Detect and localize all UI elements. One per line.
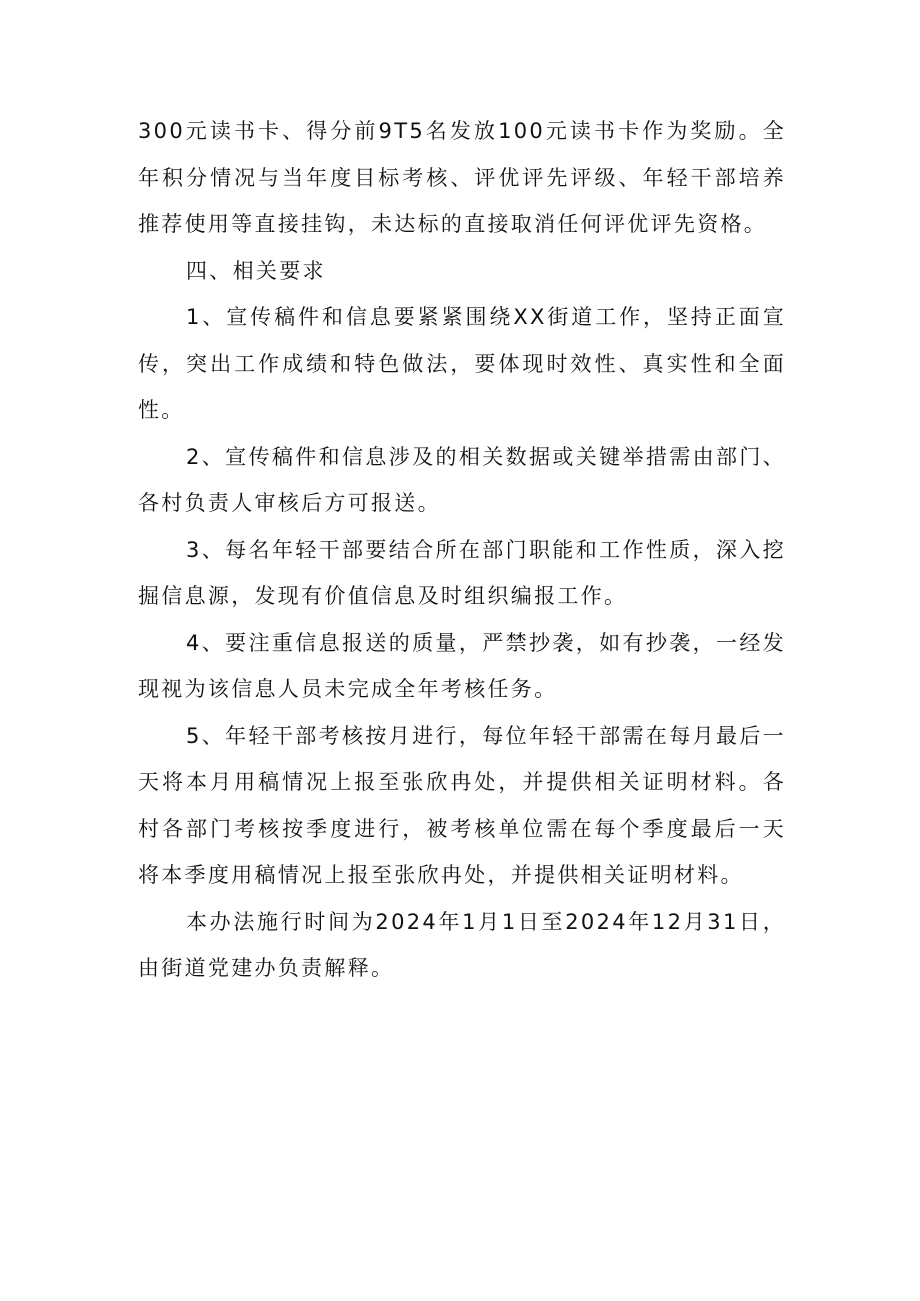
requirement-item-5: 5、年轻干部考核按月进行，每位年轻干部需在每月最后一天将本月用稿情况上报至张欣冉处，并提供相关证明材料。各村各部门考核按季度进行，被考核单位需在每个季度最后一天将本季度用稿情况上报至张欣冉处，并提供相关证明材料。 (138, 723, 786, 887)
requirement-item-1: 1、宣传稿件和信息要紧紧围绕XX街道工作，坚持正面宣传，突出工作成绩和特色做法，要体现时效性、真实性和全面性。 (138, 305, 786, 422)
section-heading-requirements: 四、相关要求 (186, 258, 326, 283)
requirement-item-3: 3、每名年轻干部要结合所在部门职能和工作性质，深入挖掘信息源，发现有价值信息及时组织编报工作。 (138, 537, 786, 608)
requirement-item-2: 2、宣传稿件和信息涉及的相关数据或关键举措需由部门、各村负责人审核后方可报送。 (138, 444, 786, 515)
paragraph-continuation: 300元读书卡、得分前9T5名发放100元读书卡作为奖励。全年积分情况与当年度目标考核、评优评先评级、年轻干部培养推荐使用等直接挂钩，未达标的直接取消任何评优评先资格。 (138, 119, 786, 236)
document-body (138, 108, 786, 992)
effective-period-paragraph: 本办法施行时间为2024年1月1日至2024年12月31日，由街道党建办负责解释。 (138, 909, 786, 980)
requirement-item-4: 4、要注重信息报送的质量，严禁抄袭，如有抄袭，一经发现视为该信息人员未完成全年考核任务。 (138, 630, 786, 701)
